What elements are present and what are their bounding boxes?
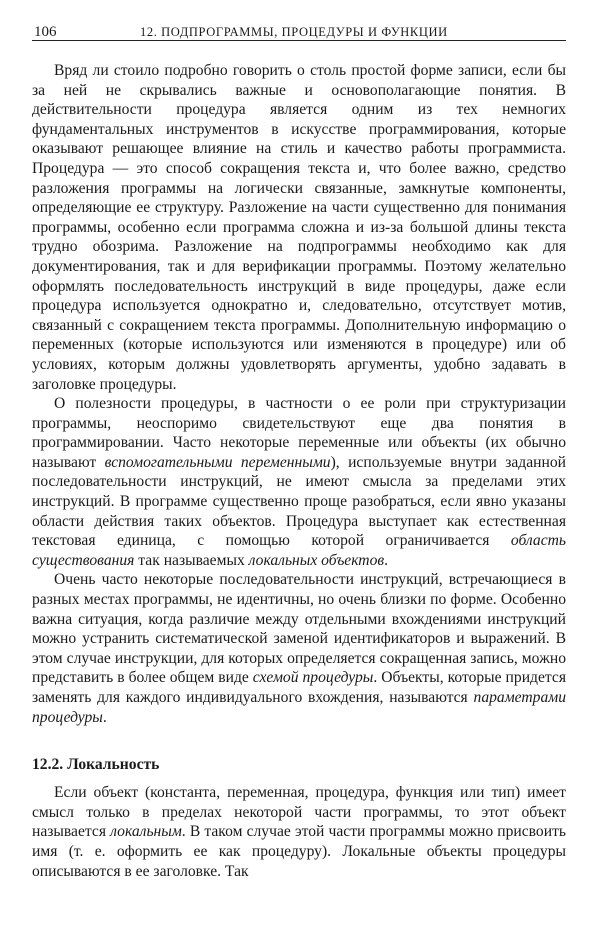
text-run: . Объекты, которые придется заменять для каждого индивидуального вхождения, называются: [32, 669, 566, 706]
text-run: Очень часто некоторые последовательности инструкций, встречающиеся в разных местах программы, не идентичны, но очень близки по форме. Особенно важна ситуация, когда различие между отдельными вхождениями инструкций можно устранить систематической заменой идентификаторов и выражений. В этом случае инструкции, для которых определяется сокращенная запись, можно представить в более общем виде: [32, 571, 566, 687]
body-text: [32, 61, 566, 881]
paragraph-locality-intro: [32, 394, 566, 570]
section-heading: 12.2. Локальность: [32, 756, 160, 774]
text-run: так называемых: [134, 551, 249, 569]
paragraph-locality: [32, 783, 566, 881]
book-page: [32, 18, 566, 881]
text-run: О полезности процедуры, в частности о ее роли при структуризации программы, неоспоримо свидетельствуют еще два понятия в программировании. Часто некоторые переменные или объекты (их обычно называют: [32, 395, 566, 471]
text-run: .: [384, 551, 389, 569]
term-auxiliary-variables: вспомогательными переменными: [104, 453, 331, 471]
page-number: 106: [34, 24, 57, 40]
text-run: .: [102, 708, 107, 726]
term-procedure-parameters: параметрами процедуры: [32, 689, 566, 726]
chapter-title: 12. ПОДПРОГРАММЫ, ПРОЦЕДУРЫ И ФУНКЦИИ: [140, 25, 448, 39]
term-local-objects: локальных объектов: [248, 551, 385, 569]
text-run: Если объект (константа, переменная, процедура, функция или тип) имеет смысл только в пределах некоторой части программы, то этот объект называется: [32, 784, 566, 841]
text-run: ), используемые внутри заданной последовательности инструкций, не имеют смысла за пределами этих инструкций. В программе существенно проще разобраться, если явно указаны области действия таких объектов. Процедура выступает как естественная текстовая единица, с помощью которой ограничивается: [32, 453, 566, 550]
term-scope: область существования: [32, 532, 566, 569]
paragraph-procedure-importance: Вряд ли стоило подробно говорить о столь простой форме записи, если бы за ней не скрывались важные и основополагающие понятия. В действительности процедура является одним из тех немногих фундаментальных инструментов в искусстве программирования, которые оказывают решающее влияние на стиль и качество работы программиста. Процедура — это способ сокращения текста и, что более важно, средство разложения программы на логически связанные, замкнутые компоненты, определяющие ее структуру. Разложение на части существенно для понимания программы, особенно если программа сложна и из-за большой длины текста трудно обозрима. Разложение на подпрограммы необходимо как для документирования, так и для верификации программы. Поэтому желательно оформлять последовательность инструкций в виде процедуры, даже если процедура используется однократно и, следовательно, отсутствует мотив, связанный с сокращением текста программы. Дополнительную информацию о переменных (которые используются или изменяются в процедуре) или об условиях, которым должны удовлетворять аргументы, удобно задавать в заголовке процедуры.: [32, 62, 566, 393]
term-procedure-schema: схемой процедуры: [252, 669, 374, 687]
running-head: [32, 18, 566, 41]
term-local: локальным: [110, 823, 182, 841]
text-run: . В таком случае этой части программы можно присвоить имя (т. е. оформить ее как процедуру). Локальные объекты процедуры описываются в ее заголовке. Так: [32, 823, 566, 880]
paragraph-parameters: [32, 570, 566, 727]
